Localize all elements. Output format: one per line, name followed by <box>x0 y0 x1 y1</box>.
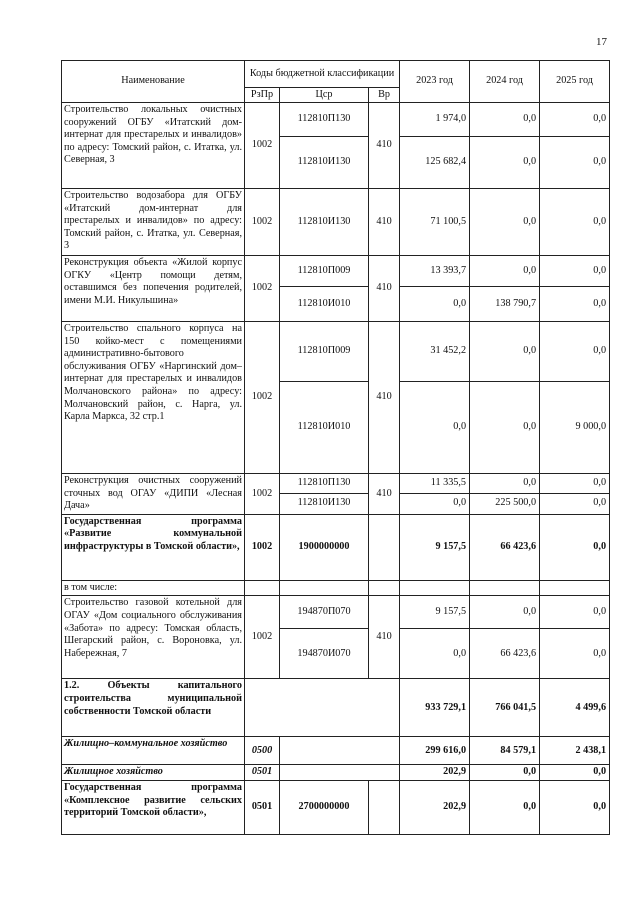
value-2023: 9 157,5 <box>400 514 470 580</box>
value-2023: 13 393,7 <box>400 256 470 287</box>
value-2023: 11 335,5 <box>400 474 470 494</box>
table-row <box>62 514 610 580</box>
value-2023: 0,0 <box>400 493 470 514</box>
table-row <box>62 189 610 256</box>
value-2024: 66 423,6 <box>470 629 540 679</box>
csr-cell: 112810И130 <box>280 493 369 514</box>
table-row <box>62 679 610 737</box>
value-2025: 0,0 <box>540 493 610 514</box>
col-header-name: Наименование <box>62 61 245 103</box>
rzpr-cell: 1002 <box>245 322 280 474</box>
value-2023: 202,9 <box>400 765 470 781</box>
value-2025: 0,0 <box>540 103 610 137</box>
value-2025: 0,0 <box>540 189 610 256</box>
row-name: Государственная программа «Развитие коммунальной инфраструктуры в Томской области», <box>62 514 245 580</box>
row-name: Строительство локальных очистных сооружений ОГБУ «Итатский дом-интернат для престарелых и инвалидов» по адресу: Томский район, с. Итатка, ул. Северная, 3 <box>62 103 245 189</box>
table-row <box>62 322 610 382</box>
csr-cell: 112810П130 <box>280 474 369 494</box>
value-2025: 0,0 <box>540 474 610 494</box>
table-row <box>62 780 610 834</box>
table-row <box>62 103 610 137</box>
value-2025: 0,0 <box>540 322 610 382</box>
table-row <box>62 256 610 287</box>
col-header-csr: Цср <box>280 88 369 103</box>
value-2024: 84 579,1 <box>470 737 540 765</box>
row-name: Жилищное хозяйство <box>62 765 245 781</box>
csr-cell: 1900000000 <box>280 514 369 580</box>
value-2025: 0,0 <box>540 256 610 287</box>
value-2023: 933 729,1 <box>400 679 470 737</box>
value-2025: 0,0 <box>540 629 610 679</box>
value-2023: 31 452,2 <box>400 322 470 382</box>
rzpr-cell: 1002 <box>245 256 280 322</box>
value-2023: 299 616,0 <box>400 737 470 765</box>
value-2024: 766 041,5 <box>470 679 540 737</box>
value-2025: 0,0 <box>540 137 610 189</box>
csr-cell: 112810П009 <box>280 256 369 287</box>
value-2023: 125 682,4 <box>400 137 470 189</box>
csr-cell: 112810И130 <box>280 189 369 256</box>
value-2025: 0,0 <box>540 287 610 322</box>
table-row <box>62 765 610 781</box>
rzpr-cell: 0501 <box>245 765 280 781</box>
row-name: Реконструкция объекта «Жилой корпус ОГКУ «Центр помощи детям, оставшимся без попечения родителей, имени М.И. Никульшина» <box>62 256 245 322</box>
table-row <box>62 474 610 494</box>
value-2024: 0,0 <box>470 382 540 474</box>
row-name: Строительство газовой котельной для ОГАУ «Дом социального обслуживания «Забота» по адресу: Томская область, Шегарский район, с. Вороновка, ул. Набережная, 7 <box>62 596 245 679</box>
value-2023: 71 100,5 <box>400 189 470 256</box>
vr-cell: 410 <box>369 103 400 189</box>
value-2025: 9 000,0 <box>540 382 610 474</box>
value-2025: 0,0 <box>540 596 610 629</box>
vr-cell: 410 <box>369 596 400 679</box>
value-2024: 0,0 <box>470 474 540 494</box>
value-2025: 2 438,1 <box>540 737 610 765</box>
row-name: Строительство спального корпуса на 150 койко-мест с помещениями административно-бытового обслуживания ОГБУ «Наргинский дом–интернат для престарелых и инвалидов Молчановского района» по адресу: Молчановский район, с. Нарга, ул. Карла Маркса, 32 стр.1 <box>62 322 245 474</box>
row-name: 1.2. Объекты капитального строительства муниципальной собственности Томской области <box>62 679 245 737</box>
value-2023: 9 157,5 <box>400 596 470 629</box>
row-name: Жилищно–коммунальное хозяйство <box>62 737 245 765</box>
value-2024: 0,0 <box>470 596 540 629</box>
value-2024: 0,0 <box>470 189 540 256</box>
csr-cell: 194870П070 <box>280 596 369 629</box>
csr-cell: 112810П009 <box>280 322 369 382</box>
rzpr-cell: 0501 <box>245 780 280 834</box>
value-2023: 1 974,0 <box>400 103 470 137</box>
value-2025: 0,0 <box>540 780 610 834</box>
rzpr-cell: 1002 <box>245 474 280 515</box>
value-2024: 0,0 <box>470 780 540 834</box>
value-2024: 0,0 <box>470 103 540 137</box>
row-name: Реконструкция очистных сооружений сточных вод ОГАУ «ДИПИ «Лесная Дача» <box>62 474 245 515</box>
vr-cell: 410 <box>369 322 400 474</box>
row-name: Государственная программа «Комплексное развитие сельских территорий Томской области», <box>62 780 245 834</box>
csr-cell: 112810И010 <box>280 382 369 474</box>
value-2024: 66 423,6 <box>470 514 540 580</box>
col-header-2024: 2024 год <box>470 61 540 103</box>
value-2023: 202,9 <box>400 780 470 834</box>
col-header-codes: Коды бюджетной классификации <box>245 61 400 88</box>
table-row <box>62 737 610 765</box>
vr-cell: 410 <box>369 474 400 515</box>
value-2025: 4 499,6 <box>540 679 610 737</box>
row-name: в том числе: <box>62 580 245 596</box>
col-header-2023: 2023 год <box>400 61 470 103</box>
row-name: Строительство водозабора для ОГБУ «Итатский дом-интернат для престарелых и инвалидов» по адресу: Томский район, с. Итатка, ул. Северная, 3 <box>62 189 245 256</box>
value-2024: 0,0 <box>470 765 540 781</box>
value-2025: 0,0 <box>540 514 610 580</box>
vr-cell: 410 <box>369 256 400 322</box>
value-2024: 0,0 <box>470 256 540 287</box>
csr-cell: 194870И070 <box>280 629 369 679</box>
header-row <box>62 61 610 88</box>
rzpr-cell: 1002 <box>245 189 280 256</box>
csr-cell: 112810И010 <box>280 287 369 322</box>
col-header-2025: 2025 год <box>540 61 610 103</box>
col-header-vr: Вр <box>369 88 400 103</box>
value-2023: 0,0 <box>400 287 470 322</box>
rzpr-cell: 1002 <box>245 514 280 580</box>
value-2023: 0,0 <box>400 629 470 679</box>
table-row <box>62 596 610 629</box>
page-number: 17 <box>596 36 607 48</box>
value-2024: 138 790,7 <box>470 287 540 322</box>
rzpr-cell: 1002 <box>245 103 280 189</box>
vr-cell <box>369 514 400 580</box>
csr-cell: 112810П130 <box>280 103 369 137</box>
csr-cell: 112810И130 <box>280 137 369 189</box>
budget-table <box>61 60 610 835</box>
value-2023: 0,0 <box>400 382 470 474</box>
col-header-rzpr: РзПр <box>245 88 280 103</box>
csr-cell: 2700000000 <box>280 780 369 834</box>
table-row <box>62 580 610 596</box>
rzpr-cell: 0500 <box>245 737 280 765</box>
value-2024: 0,0 <box>470 137 540 189</box>
value-2024: 0,0 <box>470 322 540 382</box>
rzpr-cell: 1002 <box>245 596 280 679</box>
value-2024: 225 500,0 <box>470 493 540 514</box>
value-2025: 0,0 <box>540 765 610 781</box>
vr-cell: 410 <box>369 189 400 256</box>
